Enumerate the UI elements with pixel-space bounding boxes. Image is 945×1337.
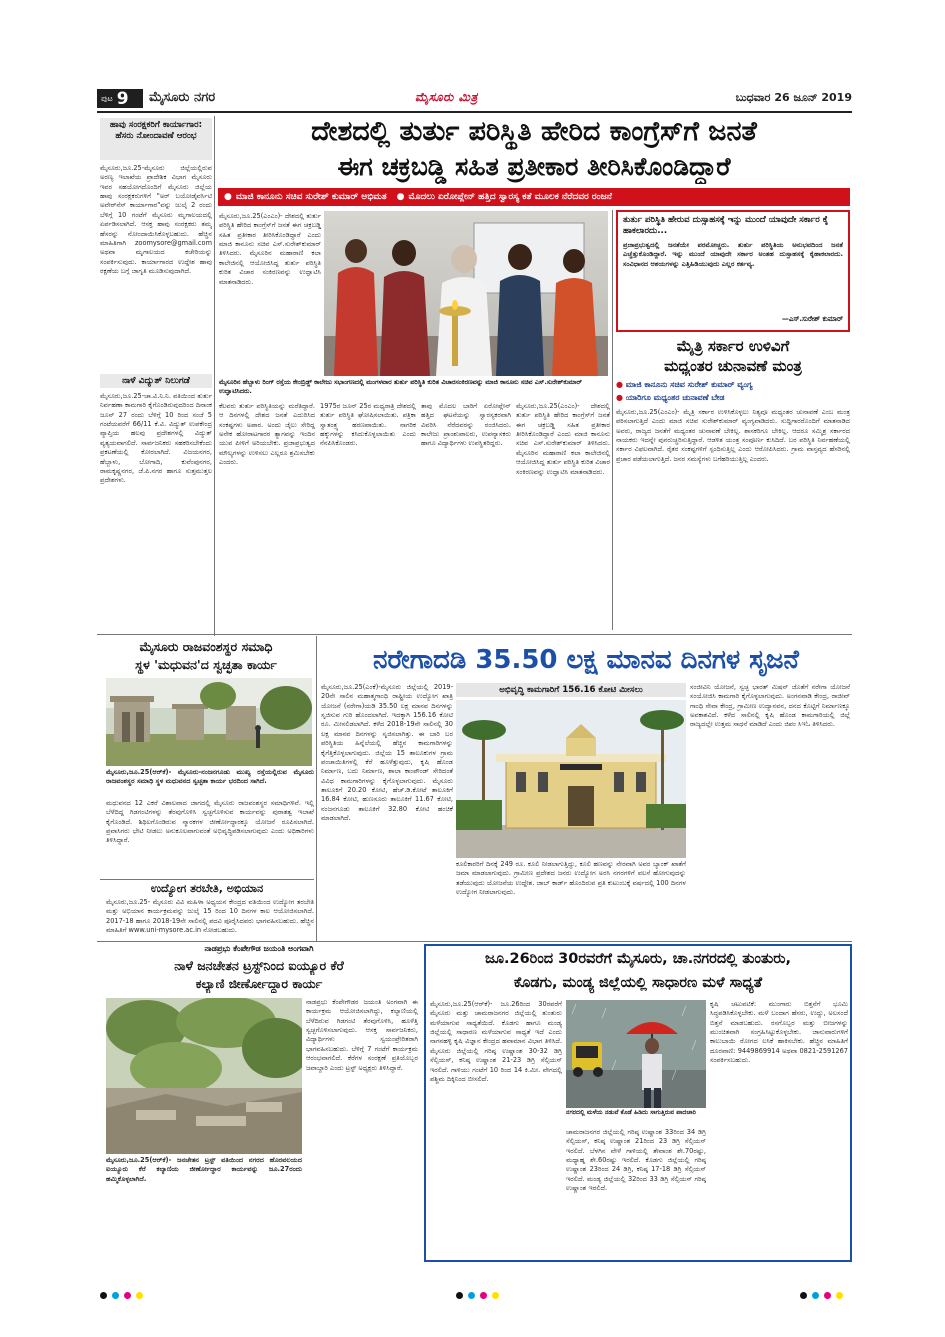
issue-date: ಬುಧವಾರ 26 ಜೂನ್ 2019 (735, 91, 852, 104)
maitri-headline-2: ಮಧ್ಯಂತರ ಚುನಾವಣೆ ಮಂತ್ರ (664, 357, 802, 375)
narega-strap: ಅಭಿವೃದ್ಧಿ ಕಾಮಗಾರಿಗೆ 156.16 ಕೋಟಿ ಮೀಸಲು (456, 683, 686, 697)
maitri-bullet-1 (616, 380, 850, 392)
kere-caption: ಮೈಸೂರು,ಜೂ.25(ಆರ್‌ಕೆ)- ಜನಚೇತನ ಟ್ರಸ್ಟ್ ವತಿಯಿಂದ ನಗರದ ಹೊರವಲಯದ ಐಯ್ಯೂರು ಕೆರೆ ಕಲ್ಯಾಣಿಯ ಜೀರ್ಣೋದ್ಧಾರ ಕಾರ್ಯವನ್ನು ಜೂ.27ರಂದು ಹಮ್ಮಿಕೊಳ್ಳಲಾಗಿದೆ. (106, 1156, 302, 1183)
lead-right-rule (612, 210, 613, 630)
samadhi-photo-image (106, 678, 312, 766)
narega-photo (456, 700, 686, 858)
page-header (97, 88, 852, 110)
samadhi-headline-1: ಮೈಸೂರು ರಾಜವಂಶಸ್ಥರ ಸಮಾಧಿ (139, 639, 273, 654)
bullet-icon: ● (616, 380, 626, 389)
lead-body-e: ಮೈಸೂರು,ಜೂ.25(ಎಂಎಂ)- ದೇಶದಲ್ಲಿ ತುರ್ತು ಪರಿಸ್ಥಿತಿ ಹೇರಿದ ಕಾಂಗ್ರೆಸ್‌ಗೆ ಜನತೆ ಈಗ ಚಕ್ರಬಡ್ಡಿ ಸಹಿತ ಪ್ರತೀಕಾರ ತೀರಿಸಿಕೊಂಡಿದ್ದಾರೆ ಎಂದು ಮಾಜಿ ಕಾನೂನು ಸಚಿವ ಎಸ್.ಸುರೇಶ್‌ಕುಮಾರ್ ತಿಳಿಸಿದರು. ಮೈಸೂರಿನ ಮಹಾರಾಣಿ ಕಲಾ ಕಾಲೇಜಿನಲ್ಲಿ ಆಯೋಜಿಸಿದ್ದ ತುರ್ತು ಪರಿಸ್ಥಿತಿ ಕುರಿತ ವಿಚಾರ ಸಂಕಿರಣವನ್ನು ಉದ್ಘಾಟಿಸಿ ಮಾತನಾಡಿದರು. (516, 402, 610, 476)
page-label: ಪುಟ (101, 93, 113, 103)
snake-news-title: ಹಾವು ಸಂರಕ್ಷಕರಿಗೆ ಕಾರ್ಯಾಗಾರ: ಹೆಸರು ನೋಂದಾವಣೆ ಆರಂಭ (100, 118, 212, 160)
registration-marks-center (456, 1292, 499, 1299)
header-rule (97, 111, 852, 113)
narega-headline: ನರೇಗಾದಡಿ 35.50 ಲಕ್ಷ ಮಾನವ ದಿನಗಳ ಸೃಜನೆ (373, 645, 799, 675)
samadhi-caption: ಮೈಸೂರು,ಜೂ.25(ಆರ್‌ಕೆ)- ಮೈಸೂರು-ನಂಜನಗೂಡು ಮುಖ್ಯ ರಸ್ತೆಯಲ್ಲಿರುವ ಮೈಸೂರು ರಾಜವಂಶಸ್ಥರ ಸಮಾಧಿ ಸ್ಥಳ ಮಧುವನದ ಸ್ವಚ್ಛತಾ ಕಾರ್ಯ ಭರದಿಂದ ಸಾಗಿದೆ. (106, 768, 314, 786)
lead-body-d: ತಾವು ಮೊದಲ ಬಾರಿಗೆ ಏರೋಪ್ಲೇನ್ ಹತ್ತಿದ ಘಟನೆಯನ್ನು ಸ್ವಾರಸ್ಯಕರವಾಗಿ ವಿವರಿಸಿ ನೆರೆದವರನ್ನು ರಂಜಿಸಿದರು. ಕಾಲೇಜು ಪ್ರಾಂಶುಪಾಲರು, ಉಪನ್ಯಾಸಕರು ಹಾಗೂ ವಿದ್ಯಾರ್ಥಿಗಳು ಉಪಸ್ಥಿತರಿದ್ದರು. (421, 402, 511, 448)
left-column-rule (214, 116, 215, 636)
rain-headline-1: ಜೂ.26ರಿಂದ 30ರವರೆಗೆ ಮೈಸೂರು, ಚಾ.ನಗರದಲ್ಲಿ ತುಂತುರು, (484, 951, 791, 967)
lead-photo-caption: ಮೈಸೂರಿನ ಹೆಬ್ಬಾಳು ರಿಂಗ್ ರಸ್ತೆಯ ಕೇಂಬ್ರಿಡ್ಜ್ ಕಾಲೇಜು ಸಭಾಂಗಣದಲ್ಲಿ ಮಂಗಳವಾರ ತುರ್ತು ಪರಿಸ್ಥಿತಿ ಕುರಿತ ವಿಚಾರಸಂಕಿರಣವನ್ನು ಮಾಜಿ ಕಾನೂನು ಸಚಿವ ಎಸ್.ಸುರೇಶ್‌ಕುಮಾರ್ ಉದ್ಘಾಟಿಸಿದರು. (219, 378, 582, 396)
power-cut-title: ನಾಳೆ ವಿದ್ಯುತ್ ನಿಲುಗಡೆ (100, 374, 212, 388)
page-number-badge (97, 89, 143, 108)
bullet-icon: ● (224, 192, 232, 202)
bullet-icon: ● (616, 393, 626, 402)
maitri-body: ಮೈಸೂರು,ಜೂ.25(ಎಂಎಂ)- ಮೈತ್ರಿ ಸರ್ಕಾರ ಉಳಿಸಿಕೊಳ್ಳಲು ನಿತ್ಯವೂ ಮಧ್ಯಂತರ ಚುನಾವಣೆ ಎಂಬ ಮಂತ್ರ ಪಠಿಸಲಾಗುತ್ತಿದೆ ಎಂದು ಮಾಜಿ ಸಚಿವ ಸುರೇಶ್‌ಕುಮಾರ್ ವ್ಯಂಗ್ಯವಾಡಿದರು. ಸುದ್ದಿಗಾರರೊಂದಿಗೆ ಮಾತನಾಡಿದ ಅವರು, ರಾಜ್ಯದ ಜನತೆಗೆ ಮಧ್ಯಂತರ ಚುನಾವಣೆ ಬೇಕಿಲ್ಲ. ಶಾಸಕರಿಗೂ ಬೇಕಿಲ್ಲ. ಆದರೂ ಸಮ್ಮಿಶ್ರ ಸರ್ಕಾರದ ನಾಯಕರು ಇದನ್ನೇ ಪುನರುಚ್ಚರಿಸುತ್ತಿದ್ದಾರೆ. ಆಡಳಿತ ಯಂತ್ರ ಸಂಪೂರ್ಣ ಕುಸಿದಿದೆ. ಬರ ಪರಿಸ್ಥಿತಿ ನಿರ್ವಹಣೆಯಲ್ಲಿ ಸರ್ಕಾರ ವಿಫಲವಾಗಿದೆ. ರೈತರ ಸಂಕಷ್ಟಗಳಿಗೆ ಸ್ಪಂದಿಸುತ್ತಿಲ್ಲ ಎಂದು ಆರೋಪಿಸಿದರು. ಗ್ರಾಮ ವಾಸ್ತವ್ಯದ ಹೆಸರಿನಲ್ಲಿ ಪ್ರಚಾರ ಪಡೆಯಲಾಗುತ್ತಿದೆ. ಜನರ ಸಮಸ್ಯೆಗಳು ಬಗೆಹರಿಯುತ್ತಿಲ್ಲ ಎಂದರು. (616, 408, 850, 463)
power-cut-body: ಮೈಸೂರು,ಜೂ.25-ಚಾ.ವಿ.ನಿ.ನಿ. ವತಿಯಿಂದ ತುರ್ತು ನಿರ್ವಹಣಾ ಕಾಮಗಾರಿ ಕೈಗೊಂಡಿರುವುದರಿಂದ ದಿನಾಂಕ ಜೂನ್ 27 ರಂದು ಬೆಳಿಗ್ಗೆ 10 ರಿಂದ ಸಂಜೆ 5 ಗಂಟೆಯವರೆಗೆ 66/11 ಕೆ.ವಿ. ವಿದ್ಯುತ್ ಉಪಕೇಂದ್ರ ವ್ಯಾಪ್ತಿಯ ಹಲವು ಪ್ರದೇಶಗಳಲ್ಲಿ ವಿದ್ಯುತ್ ವ್ಯತ್ಯಯವಾಗಲಿದೆ. ಸಾರ್ವಜನಿಕರು ಸಹಕರಿಸಬೇಕೆಂದು ಪ್ರಕಟಣೆಯಲ್ಲಿ ಕೋರಲಾಗಿದೆ. ವಿಜಯನಗರ, ಹೆಬ್ಬಾಳು, ಬೋಗಾದಿ, ಕುವೆಂಪುನಗರ, ರಾಮಕೃಷ್ಣನಗರ, ಜೆ.ಪಿ.ನಗರ ಹಾಗೂ ಸುತ್ತಮುತ್ತಲ ಪ್ರದೇಶಗಳು. (100, 392, 212, 485)
masthead-logo: ಮೈಸೂರು ಮಿತ್ರ (415, 90, 478, 104)
samadhi-body: ಮಧುವನದ 12 ಎಕರೆ ವಿಶಾಲವಾದ ಜಾಗದಲ್ಲಿ ಮೈಸೂರು ರಾಜವಂಶಸ್ಥರ ಸಮಾಧಿಗಳಿವೆ. ಇಲ್ಲಿ ಬೆಳೆದಿದ್ದ ಗಿಡಗಂಟಿಗಳನ್ನು ತೆರವುಗೊಳಿಸಿ ಸ್ವಚ್ಛಗೊಳಿಸುವ ಕಾರ್ಯವನ್ನು ಪುರಾತತ್ವ ಇಲಾಖೆ ಕೈಗೊಂಡಿದೆ. ಶಿಥಿಲಗೊಂಡಿರುವ ಸ್ಮಾರಕಗಳ ಜೀರ್ಣೋದ್ಧಾರಕ್ಕೂ ಯೋಜನೆ ರೂಪಿಸಲಾಗಿದೆ. ಪ್ರವಾಸಿಗರು ಭೇಟಿ ನೀಡಲು ಅನುಕೂಲವಾಗುವಂತೆ ಅಭಿವೃದ್ಧಿಪಡಿಸಲಾಗುವುದು ಎಂದು ಅಧಿಕಾರಿಗಳು ತಿಳಿಸಿದ್ದಾರೆ. (106, 799, 314, 845)
mid-rule-1 (97, 634, 852, 635)
kere-headline-1: ನಾಳೆ ಜನಚೇತನ ಟ್ರಸ್ಟ್‌ನಿಂದ ಐಯ್ಯೂರ ಕೆರೆ (174, 958, 344, 973)
registration-marks-right (800, 1292, 843, 1299)
samadhi-photo (106, 678, 312, 766)
lead-photo-image (324, 211, 608, 376)
udyoga-headline: ಉದ್ಯೋಗ ತರಬೇತಿ, ಅಭಿಯಾನ (150, 882, 264, 895)
udyoga-rule (100, 879, 314, 880)
bullet-icon: ● (396, 192, 405, 202)
lead-body-c: 1975ರ ಜೂನ್ 25ರ ಮಧ್ಯರಾತ್ರಿ ದೇಶದಲ್ಲಿ ತುರ್ತು ಪರಿಸ್ಥಿತಿ ಘೋಷಿಸಲಾಯಿತು. ಪತ್ರಿಕಾ ಸ್ವಾತಂತ್ರ್ಯ ಹರಣವಾಯಿತು. ನಾಗರಿಕ ಹಕ್ಕುಗಳನ್ನು ಕಸಿದುಕೊಳ್ಳಲಾಯಿತು ಎಂದು ನೆನಪಿಸಿಕೊಂಡರು. (320, 402, 416, 448)
kere-headline-2: ಕಲ್ಯಾಣಿ ಜೀರ್ಣೋದ್ಧಾರ ಕಾರ್ಯ (195, 976, 323, 991)
udyoga-body: ಮೈಸೂರು,ಜೂ.25- ಮೈಸೂರು ವಿವಿ ಮಹಿಳಾ ಅಧ್ಯಯನ ಕೇಂದ್ರದ ವತಿಯಿಂದ ಉದ್ಯೋಗ ತರಬೇತಿ ಮತ್ತು ಅಭಿಯಾನ ಕಾರ್ಯಕ್ರಮವನ್ನು ಜುಲೈ 15 ರಿಂದ 10 ದಿನಗಳ ಕಾಲ ಆಯೋಜಿಸಲಾಗಿದೆ. 2017-18 ಹಾಗೂ 2018-19ನೇ ಸಾಲಿನಲ್ಲಿ ಪದವಿ ಪೂರೈಸಿದವರು ಭಾಗವಹಿಸಬಹುದು. ಹೆಚ್ಚಿನ ಮಾಹಿತಿಗೆ www.uni-mysore.ac.in ನೋಡಬಹುದು. (106, 898, 314, 935)
lead-strap-2: ಮೊದಲು ಏರೋಪ್ಲೇನ್ ಹತ್ತಿದ ಸ್ವಾರಸ್ಯ ಕತೆ ಮೂಲಕ ನೆರೆದವರ ರಂಜನೆ (408, 192, 613, 202)
maitri-bullet-2 (616, 393, 850, 405)
mid-rule-2 (97, 941, 852, 942)
lead-headline-2: ಈಗ ಚಕ್ರಬಡ್ಡಿ ಸಹಿತ ಪ್ರತೀಕಾರ ತೀರಿಸಿಕೊಂಡಿದ್ದಾರೆ (337, 152, 731, 181)
kere-kicker: ನಾಡಪ್ರಭು ಕೆಂಪೇಗೌಡ ಜಯಂತಿ ಅಂಗವಾಗಿ (204, 944, 314, 953)
maitri-headline-1: ಮೈತ್ರಿ ಸರ್ಕಾರ ಉಳಿವಿಗೆ (676, 337, 790, 355)
maitri-bullet-1-text: ಮಾಜಿ ಕಾನೂನು ಸಚಿವ ಸುರೇಶ್ ಕುಮಾರ್ ವ್ಯಂಗ್ಯ (625, 380, 753, 389)
rain-headline-2: ಕೊಡಗು, ಮಂಡ್ಯ ಜಿಲ್ಲೆಯಲ್ಲಿ ಸಾಧಾರಣ ಮಳೆ ಸಾಧ್ಯತೆ (513, 975, 763, 991)
samadhi-headline-2: ಸ್ಥಳ 'ಮಧುವನ'ದ ಸ್ವಚ್ಛತಾ ಕಾರ್ಯ (135, 657, 277, 672)
narega-photo-image (456, 700, 686, 858)
narega-body-b: ಕೂಲಿಕಾರರಿಗೆ ದಿನಕ್ಕೆ 249 ರೂ. ಕೂಲಿ ನೀಡಲಾಗುತ್ತಿದ್ದು, ಕೂಲಿ ಹಣವನ್ನು ನೇರವಾಗಿ ಅವರ ಬ್ಯಾಂಕ್ ಖಾತೆಗೆ ಜಮಾ ಮಾಡಲಾಗುವುದು. ಗ್ರಾಮೀಣ ಪ್ರದೇಶದ ಜನರು ಉದ್ಯೋಗ ಅರಸಿ ನಗರಗಳಿಗೆ ವಲಸೆ ಹೋಗುವುದನ್ನು ತಡೆಯುವುದು ಯೋಜನೆಯ ಉದ್ದೇಶ. ಜಾಬ್ ಕಾರ್ಡ್ ಹೊಂದಿರುವ ಪ್ರತಿ ಕುಟುಂಬಕ್ಕೆ ವರ್ಷದಲ್ಲಿ 100 ದಿನಗಳ ಉದ್ಯೋಗ ನೀಡಲಾಗುವುದು. (456, 860, 686, 897)
quote-box-body: ಪ್ರಜಾಪ್ರಭುತ್ವದಲ್ಲಿ ಜನತೆಯೇ ಪರಮೋಚ್ಚರು. ತುರ್ತು ಪರಿಸ್ಥಿತಿಯ ಅನುಭವದಿಂದ ಜನತೆ ಎಚ್ಚೆತ್ತುಕೊಂಡಿದ್ದಾರೆ. ಇನ್ನು ಮುಂದೆ ಯಾವುದೇ ಸರ್ಕಾರ ಅಂತಹ ದುಸ್ಸಾಹಸಕ್ಕೆ ಕೈಹಾಕಲಾರದು. ಸಂವಿಧಾನದ ಆಶಯಗಳನ್ನು ಎತ್ತಿಹಿಡಿಯುವುದು ಎಲ್ಲರ ಕರ್ತವ್ಯ. (623, 241, 843, 268)
quote-box (616, 210, 850, 332)
kere-photo-image (106, 998, 302, 1154)
narega-body-c: ಸಂಜೀವಿನಿ ಯೋಜನೆ, ಸ್ವಚ್ಛ ಭಾರತ್ ಮಿಷನ್ ಜೊತೆಗೆ ನರೇಗಾ ಯೋಜನೆ ಸಂಯೋಜಿಸಿ ಕಾಮಗಾರಿ ಕೈಗೊಳ್ಳಲಾಗುವುದು. ಅಂಗನವಾಡಿ ಕೇಂದ್ರ, ರಾಜೀವ್ ಗಾಂಧಿ ಸೇವಾ ಕೇಂದ್ರ, ಗ್ರಾಮೀಣ ಉದ್ಯಾನವನ, ದನದ ಕೊಟ್ಟಿಗೆ ನಿರ್ಮಾಣಕ್ಕೂ ಅವಕಾಶವಿದೆ. ಕಳೆದ ಸಾಲಿನಲ್ಲಿ ಕೃಷಿ ಹೊಂಡ ಕಾಮಗಾರಿಯಲ್ಲಿ ಜಿಲ್ಲೆ ರಾಜ್ಯದಲ್ಲೇ ಉತ್ತಮ ಸಾಧನೆ ಮಾಡಿದೆ ಎಂದು ಜಿಪಂ ಸಿಇಓ ತಿಳಿಸಿದರು. (690, 683, 850, 729)
rain-photo-caption: ನಗರದಲ್ಲಿ ಮಳೆಯ ನಡುವೆ ಕೊಡೆ ಹಿಡಿದು ಸಾಗುತ್ತಿರುವ ಪಾದಚಾರಿ (566, 1109, 697, 1116)
rain-body-a: ಮೈಸೂರು,ಜೂ.25(ಆರ್‌ಕೆ)- ಜೂ.26ರಿಂದ 30ರವರೆಗೆ ಮೈಸೂರು ಮತ್ತು ಚಾಮರಾಜನಗರ ಜಿಲ್ಲೆಯಲ್ಲಿ ತುಂತುರು ಮಳೆಯಾಗುವ ಸಾಧ್ಯತೆಯಿದೆ. ಕೊಡಗು ಹಾಗೂ ಮಂಡ್ಯ ಜಿಲ್ಲೆಯಲ್ಲಿ ಸಾಧಾರಣ ಮಳೆಯಾಗುವ ಸಾಧ್ಯತೆ ಇದೆ ಎಂದು ನಾಗನಹಳ್ಳಿ ಕೃಷಿ ವಿಜ್ಞಾನ ಕೇಂದ್ರದ ಹವಾಮಾನ ವಿಭಾಗ ತಿಳಿಸಿದೆ. ಮೈಸೂರು ಜಿಲ್ಲೆಯಲ್ಲಿ ಗರಿಷ್ಠ ಉಷ್ಣಾಂಶ 30-32 ಡಿಗ್ರಿ ಸೆಲ್ಸಿಯಸ್, ಕನಿಷ್ಠ ಉಷ್ಣಾಂಶ 21-23 ಡಿಗ್ರಿ ಸೆಲ್ಸಿಯಸ್ ಇರಲಿದೆ. ಗಾಳಿಯು ಗಂಟೆಗೆ 10 ರಿಂದ 14 ಕಿ.ಮೀ. ವೇಗದಲ್ಲಿ ಪಶ್ಚಿಮ ದಿಕ್ಕಿನಿಂದ ಬೀಸಲಿದೆ. (430, 1000, 562, 1083)
kere-photo (106, 998, 302, 1154)
narega-body-a: ಮೈಸೂರು,ಜೂ.25(ಎಂಕೆ)-ಮೈಸೂರು ಜಿಲ್ಲೆಯಲ್ಲಿ 2019-20ನೇ ಸಾಲಿನ ಮಹಾತ್ಮಗಾಂಧಿ ರಾಷ್ಟ್ರೀಯ ಉದ್ಯೋಗ ಖಾತ್ರಿ ಯೋಜನೆ (ನರೇಗಾ)ಯಡಿ 35.50 ಲಕ್ಷ ಮಾನವ ದಿನಗಳನ್ನು ಸೃಜಿಸುವ ಗುರಿ ಹೊಂದಲಾಗಿದೆ. ಇದಕ್ಕಾಗಿ 156.16 ಕೋಟಿ ರೂ. ಮೀಸಲಿಡಲಾಗಿದೆ. ಕಳೆದ 2018-19ನೇ ಸಾಲಿನಲ್ಲಿ 30 ಲಕ್ಷ ಮಾನವ ದಿನಗಳನ್ನು ಸೃಜಿಸಲಾಗಿತ್ತು. ಈ ಬಾರಿ ಬರ ಪರಿಸ್ಥಿತಿಯ ಹಿನ್ನೆಲೆಯಲ್ಲಿ ಹೆಚ್ಚಿನ ಕಾಮಗಾರಿಗಳನ್ನು ಕೈಗೆತ್ತಿಕೊಳ್ಳಲಾಗುವುದು. ಜಿಲ್ಲೆಯ 15 ತಾಲೂಕುಗಳ ಗ್ರಾಮ ಪಂಚಾಯಿತಿಗಳಲ್ಲಿ ಕೆರೆ ಹೂಳೆತ್ತುವುದು, ಕೃಷಿ ಹೊಂಡ ನಿರ್ಮಾಣ, ಬದು ನಿರ್ಮಾಣ, ಶಾಲಾ ಕಾಂಪೌಂಡ್ ಸೇರಿದಂತೆ ವಿವಿಧ ಕಾಮಗಾರಿಗಳನ್ನು ಕೈಗೊಳ್ಳಲಾಗುವುದು. ಮೈಸೂರು ತಾಲೂಕಿಗೆ 20.20 ಕೋಟಿ, ಹೆಚ್.ಡಿ.ಕೋಟೆ ತಾಲೂಕಿಗೆ 16.84 ಕೋಟಿ, ಹುಣಸೂರು ತಾಲೂಕಿಗೆ 11.67 ಕೋಟಿ, ನಂಜನಗೂಡು ತಾಲೂಕಿಗೆ 32.80 ಕೋಟಿ ಹಂಚಿಕೆ ಮಾಡಲಾಗಿದೆ. (321, 683, 453, 823)
quote-box-title: ತುರ್ತು ಪರಿಸ್ಥಿತಿ ಹೇರುವ ದುಸ್ಸಾಹಸಕ್ಕೆ ಇನ್ನು ಮುಂದೆ ಯಾವುದೇ ಸರ್ಕಾರ ಕೈ ಹಾಕಲಾರದು... (623, 215, 829, 237)
lead-strap-1: ಮಾಜಿ ಕಾನೂನು ಸಚಿವ ಸುರೇಶ್ ಕುಮಾರ್ ಅಭಿಮತ (235, 192, 387, 202)
rain-photo (566, 1000, 706, 1108)
lead-body-b: ಕೆಲವರು ತುರ್ತು ಪರಿಸ್ಥಿತಿಯನ್ನು ಮರೆತಿದ್ದಾರೆ. ಆ ದಿನಗಳಲ್ಲಿ ದೇಶದ ಜನತೆ ಎದುರಿಸಿದ ಸಂಕಷ್ಟಗಳು ಅಪಾರ. ಅಂದು ಜೈಲು ಸೇರಿದ್ದ ಅನೇಕ ಹೋರಾಟಗಾರರ ತ್ಯಾಗವನ್ನು ಇಂದಿನ ಯುವ ಪೀಳಿಗೆ ಅರಿಯಬೇಕು. ಪ್ರಜಾಪ್ರಭುತ್ವದ ಮೌಲ್ಯಗಳನ್ನು ಉಳಿಸಲು ಎಲ್ಲರೂ ಶ್ರಮಿಸಬೇಕು ಎಂದರು. (219, 402, 315, 467)
page-number: 9 (116, 88, 129, 109)
samadhi-rule (316, 636, 317, 941)
lead-body-a: ಮೈಸೂರು,ಜೂ.25(ಎಂಎಂ)- ದೇಶದಲ್ಲಿ ತುರ್ತು ಪರಿಸ್ಥಿತಿ ಹೇರಿದ ಕಾಂಗ್ರೆಸ್‌ಗೆ ಜನತೆ ಈಗ ಚಕ್ರಬಡ್ಡಿ ಸಹಿತ ಪ್ರತೀಕಾರ ತೀರಿಸಿಕೊಂಡಿದ್ದಾರೆ ಎಂದು ಮಾಜಿ ಕಾನೂನು ಸಚಿವ ಎಸ್.ಸುರೇಶ್‌ಕುಮಾರ್ ತಿಳಿಸಿದರು. ಮೈಸೂರಿನ ಮಹಾರಾಣಿ ಕಲಾ ಕಾಲೇಜಿನಲ್ಲಿ ಆಯೋಜಿಸಿದ್ದ ತುರ್ತು ಪರಿಸ್ಥಿತಿ ಕುರಿತ ವಿಚಾರ ಸಂಕಿರಣವನ್ನು ಉದ್ಘಾಟಿಸಿ ಮಾತನಾಡಿದರು. (219, 212, 321, 286)
lead-headline-1: ದೇಶದಲ್ಲಿ ತುರ್ತು ಪರಿಸ್ಥಿತಿ ಹೇರಿದ ಕಾಂಗ್ರೆಸ್‌ಗೆ ಜನತೆ (311, 116, 757, 147)
registration-marks-left (100, 1292, 143, 1299)
left-column (100, 118, 212, 638)
rain-body-c: ಕೃಷಿ ಚಟುವಟಿಕೆ: ಮುಂಗಾರು ಬಿತ್ತನೆಗೆ ಭೂಮಿ ಸಿದ್ಧಪಡಿಸಿಕೊಳ್ಳಬೇಕು. ಮಳೆ ಬಂದಾಗ ಹೆಸರು, ಉದ್ದು, ಅಲಸಂದೆ ಬಿತ್ತನೆ ಮಾಡಬಹುದು. ರಸಗೊಬ್ಬರ ಮತ್ತು ಬೀಜಗಳನ್ನು ಮುಂಚಿತವಾಗಿ ಸಂಗ್ರಹಿಸಿಟ್ಟುಕೊಳ್ಳಬೇಕು. ಜಾನುವಾರುಗಳಿಗೆ ಕಾಲುಬಾಯಿ ರೋಗದ ಲಸಿಕೆ ಹಾಕಿಸಬೇಕು. ಹೆಚ್ಚಿನ ಮಾಹಿತಿಗೆ ದೂರವಾಣಿ: 9449869914 ಅಥವಾ 0821-2591267 ಸಂಪರ್ಕಿಸಬಹುದು. (710, 1000, 848, 1065)
lead-strap-bar (218, 188, 850, 206)
kere-body: ನಾಡಪ್ರಭು ಕೆಂಪೇಗೌಡರ ಜಯಂತಿ ಅಂಗವಾಗಿ ಈ ಕಾರ್ಯಕ್ರಮ ಆಯೋಜಿಸಲಾಗಿದ್ದು, ಕಲ್ಯಾಣಿಯಲ್ಲಿ ಬೆಳೆದಿರುವ ಗಿಡಗಂಟಿ ತೆರವುಗೊಳಿಸಿ, ಹೂಳೆತ್ತಿ ಸ್ವಚ್ಛಗೊಳಿಸಲಾಗುವುದು. ಆಸಕ್ತ ಸಾರ್ವಜನಿಕರು, ವಿದ್ಯಾರ್ಥಿಗಳು ಸ್ವಯಂಪ್ರೇರಿತರಾಗಿ ಭಾಗವಹಿಸಬಹುದು. ಬೆಳಿಗ್ಗೆ 7 ಗಂಟೆಗೆ ಕಾರ್ಯಕ್ರಮ ಆರಂಭವಾಗಲಿದೆ. ಕೆರೆಗಳ ಸಂರಕ್ಷಣೆ ಪ್ರತಿಯೊಬ್ಬರ ಜವಾಬ್ದಾರಿ ಎಂದು ಟ್ರಸ್ಟ್ ಅಧ್ಯಕ್ಷರು ತಿಳಿಸಿದ್ದಾರೆ. (306, 998, 418, 1072)
quote-box-byline: —ಎಸ್.ಸುರೇಶ್ ಕುಮಾರ್ (781, 315, 843, 323)
maitri-bullet-2-text: ಯಾರಿಗೂ ಮಧ್ಯಂತರ ಚುನಾವಣೆ ಬೇಡ (625, 393, 725, 402)
snake-news-body: ಮೈಸೂರು,ಜೂ.25-ಮೈಸೂರು ಜಿಲ್ಲೆಯಲ್ಲಿರುವ ಅರಣ್ಯ ಇಲಾಖೆಯ ಪ್ರಾದೇಶಿಕ ವಿಭಾಗ ಮೈಸೂರು ಇವರ ಸಹಯೋಗದೊಂದಿಗೆ ಮೈಸೂರು ಜಿಲ್ಲೆಯ ಹಾವು ಸಂರಕ್ಷಕರುಗಳಿಗೆ "ಅರ್ ಬಯೋಡೈವರ್ಸಿಟಿ ಅವೇರ್‌ನೆಸ್ ಕಾರ್ಯಾಗಾರ"ವನ್ನು ಜುಲೈ 2 ರಂದು ಬೆಳಿಗ್ಗೆ 10 ಗಂಟೆಗೆ ಮೈಸೂರು ಮೃಗಾಲಯದಲ್ಲಿ ಏರ್ಪಡಿಸಲಾಗಿದೆ. ಆಸಕ್ತ ಹಾವು ಸಂರಕ್ಷಕರು ತಮ್ಮ ಹೆಸರನ್ನು ನೋಂದಾಯಿಸಿಕೊಳ್ಳಬಹುದು. ಹೆಚ್ಚಿನ ಮಾಹಿತಿಗಾಗಿ zoomysore@gmail.com ಅಥವಾ ಮೃಗಾಲಯದ ಕಚೇರಿಯನ್ನು ಸಂಪರ್ಕಿಸುವುದು. ಕಾರ್ಯಾಗಾರದ ಉದ್ದೇಶ ಹಾವು ರಕ್ಷಣೆಯ ಬಗ್ಗೆ ಜಾಗೃತಿ ಮೂಡಿಸುವುದಾಗಿದೆ. (100, 164, 212, 275)
rain-photo-image (566, 1000, 706, 1108)
rain-body-b: ಚಾಮರಾಜನಗರ ಜಿಲ್ಲೆಯಲ್ಲಿ ಗರಿಷ್ಠ ಉಷ್ಣಾಂಶ 33ರಿಂದ 34 ಡಿಗ್ರಿ ಸೆಲ್ಸಿಯಸ್, ಕನಿಷ್ಠ ಉಷ್ಣಾಂಶ 21ರಿಂದ 23 ಡಿಗ್ರಿ ಸೆಲ್ಸಿಯಸ್ ಇರಲಿದೆ. ಬೆಳಗಿನ ವೇಳೆ ಗಾಳಿಯಲ್ಲಿ ತೇವಾಂಶ ಶೇ.70ರಷ್ಟು, ಮಧ್ಯಾಹ್ನ ಶೇ.60ರಷ್ಟು ಇರಲಿದೆ. ಕೊಡಗು ಜಿಲ್ಲೆಯಲ್ಲಿ ಗರಿಷ್ಠ ಉಷ್ಣಾಂಶ 23ರಿಂದ 24 ಡಿಗ್ರಿ, ಕನಿಷ್ಠ 17-18 ಡಿಗ್ರಿ ಸೆಲ್ಸಿಯಸ್ ಇರಲಿದೆ. ಮಂಡ್ಯ ಜಿಲ್ಲೆಯಲ್ಲಿ 32ರಿಂದ 33 ಡಿಗ್ರಿ ಸೆಲ್ಸಿಯಸ್ ಗರಿಷ್ಠ ಉಷ್ಣಾಂಶ ಇರಲಿದೆ. (566, 1128, 706, 1193)
section-name: ಮೈಸೂರು ನಗರ (149, 90, 216, 105)
lead-photo (324, 211, 608, 376)
